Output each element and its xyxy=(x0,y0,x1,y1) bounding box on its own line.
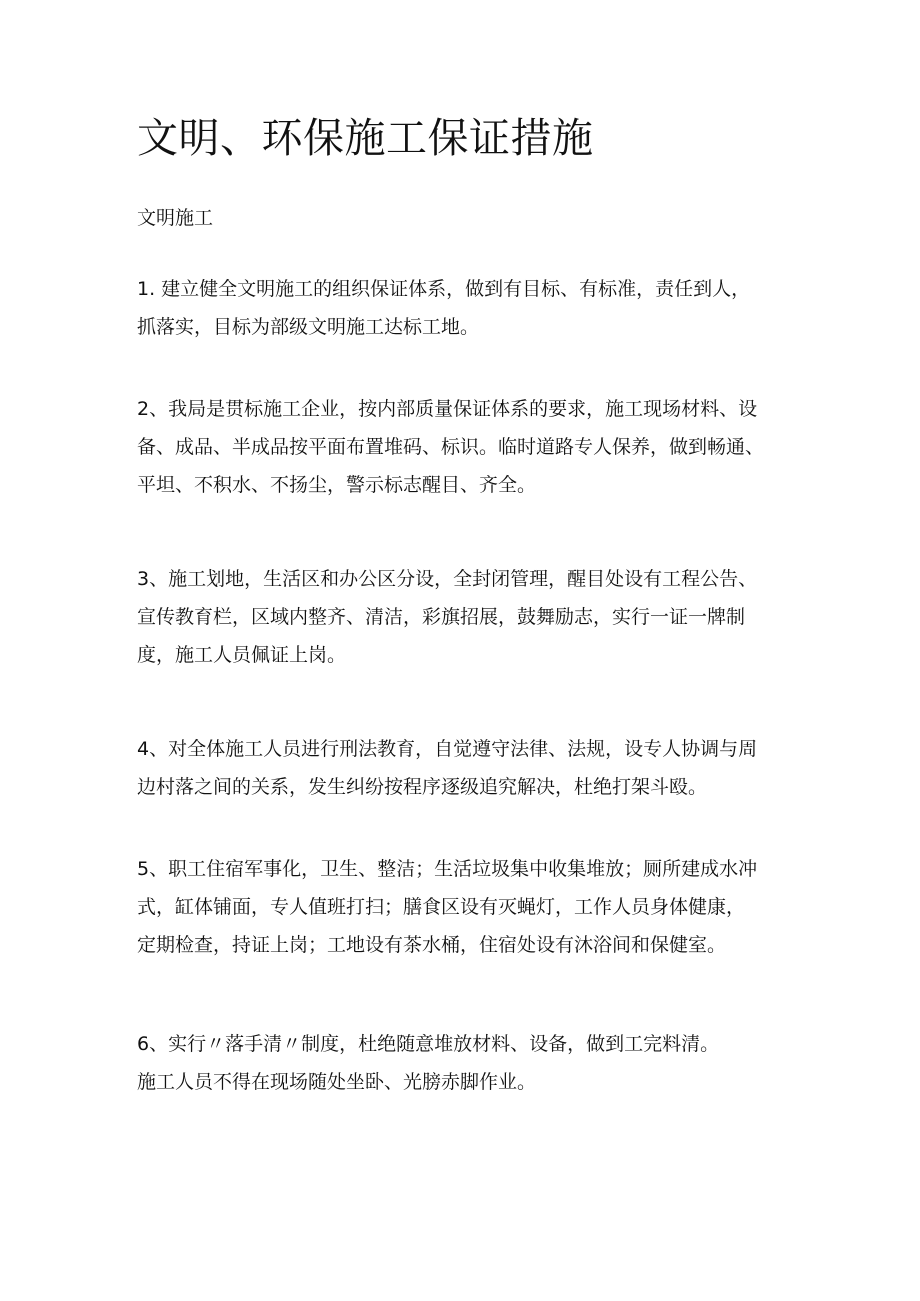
paragraph-line: 4、对全体施工人员进行刑法教育，自觉遵守法律、法规，设专人协调与周 xyxy=(137,738,758,760)
paragraph-line: 抓落实，目标为部级文明施工达标工地。 xyxy=(137,316,480,338)
paragraph-line: 定期检查，持证上岗；工地设有茶水桶，住宿处设有沐浴间和保健室。 xyxy=(137,934,727,956)
paragraph-line: 度，施工人员佩证上岗。 xyxy=(137,644,347,666)
paragraph-line: 平坦、不积水、不扬尘，警示标志醒目、齐全。 xyxy=(137,474,537,496)
paragraph-line: 边村落之间的关系，发生纠纷按程序逐级追究解决，杜绝打架斗殴。 xyxy=(137,776,708,798)
paragraph-line: 6、实行〃落手清〃制度，杜绝随意堆放材料、设备，做到工完料清。 xyxy=(137,1033,720,1055)
page-title: 文明、环保施工保证措施 xyxy=(137,114,594,162)
paragraph-line: 宣传教育栏，区域内整齐、清洁，彩旗招展，鼓舞励志，实行一证一牌制 xyxy=(137,606,746,628)
paragraph-line: 式，缸体铺面，专人值班打扫；膳食区设有灭蝇灯，工作人员身体健康， xyxy=(137,896,746,918)
paragraph-3 xyxy=(137,560,757,674)
paragraph-line: 备、成品、半成品按平面布置堆码、标识。临时道路专人保养，做到畅通、 xyxy=(137,436,765,458)
paragraph-5 xyxy=(137,850,757,964)
paragraph-line: 5、职工住宿军事化，卫生、整洁；生活垃圾集中收集堆放；厕所建成水冲 xyxy=(137,858,758,880)
paragraph-1 xyxy=(137,270,750,346)
paragraph-6 xyxy=(137,1025,719,1101)
section-heading: 文明施工 xyxy=(137,207,214,229)
paragraph-2 xyxy=(137,390,764,504)
paragraph-4 xyxy=(137,730,757,806)
paragraph-line: 3、施工划地，生活区和办公区分设，全封闭管理，醒目处设有工程公告、 xyxy=(137,568,758,590)
paragraph-line: 1. 建立健全文明施工的组织保证体系，做到有目标、有标准，责任到人， xyxy=(137,278,751,300)
paragraph-line: 施工人员不得在现场随处坐卧、光膀赤脚作业。 xyxy=(137,1071,537,1093)
paragraph-line: 2、我局是贯标施工企业，按内部质量保证体系的要求，施工现场材料、设 xyxy=(137,398,758,420)
